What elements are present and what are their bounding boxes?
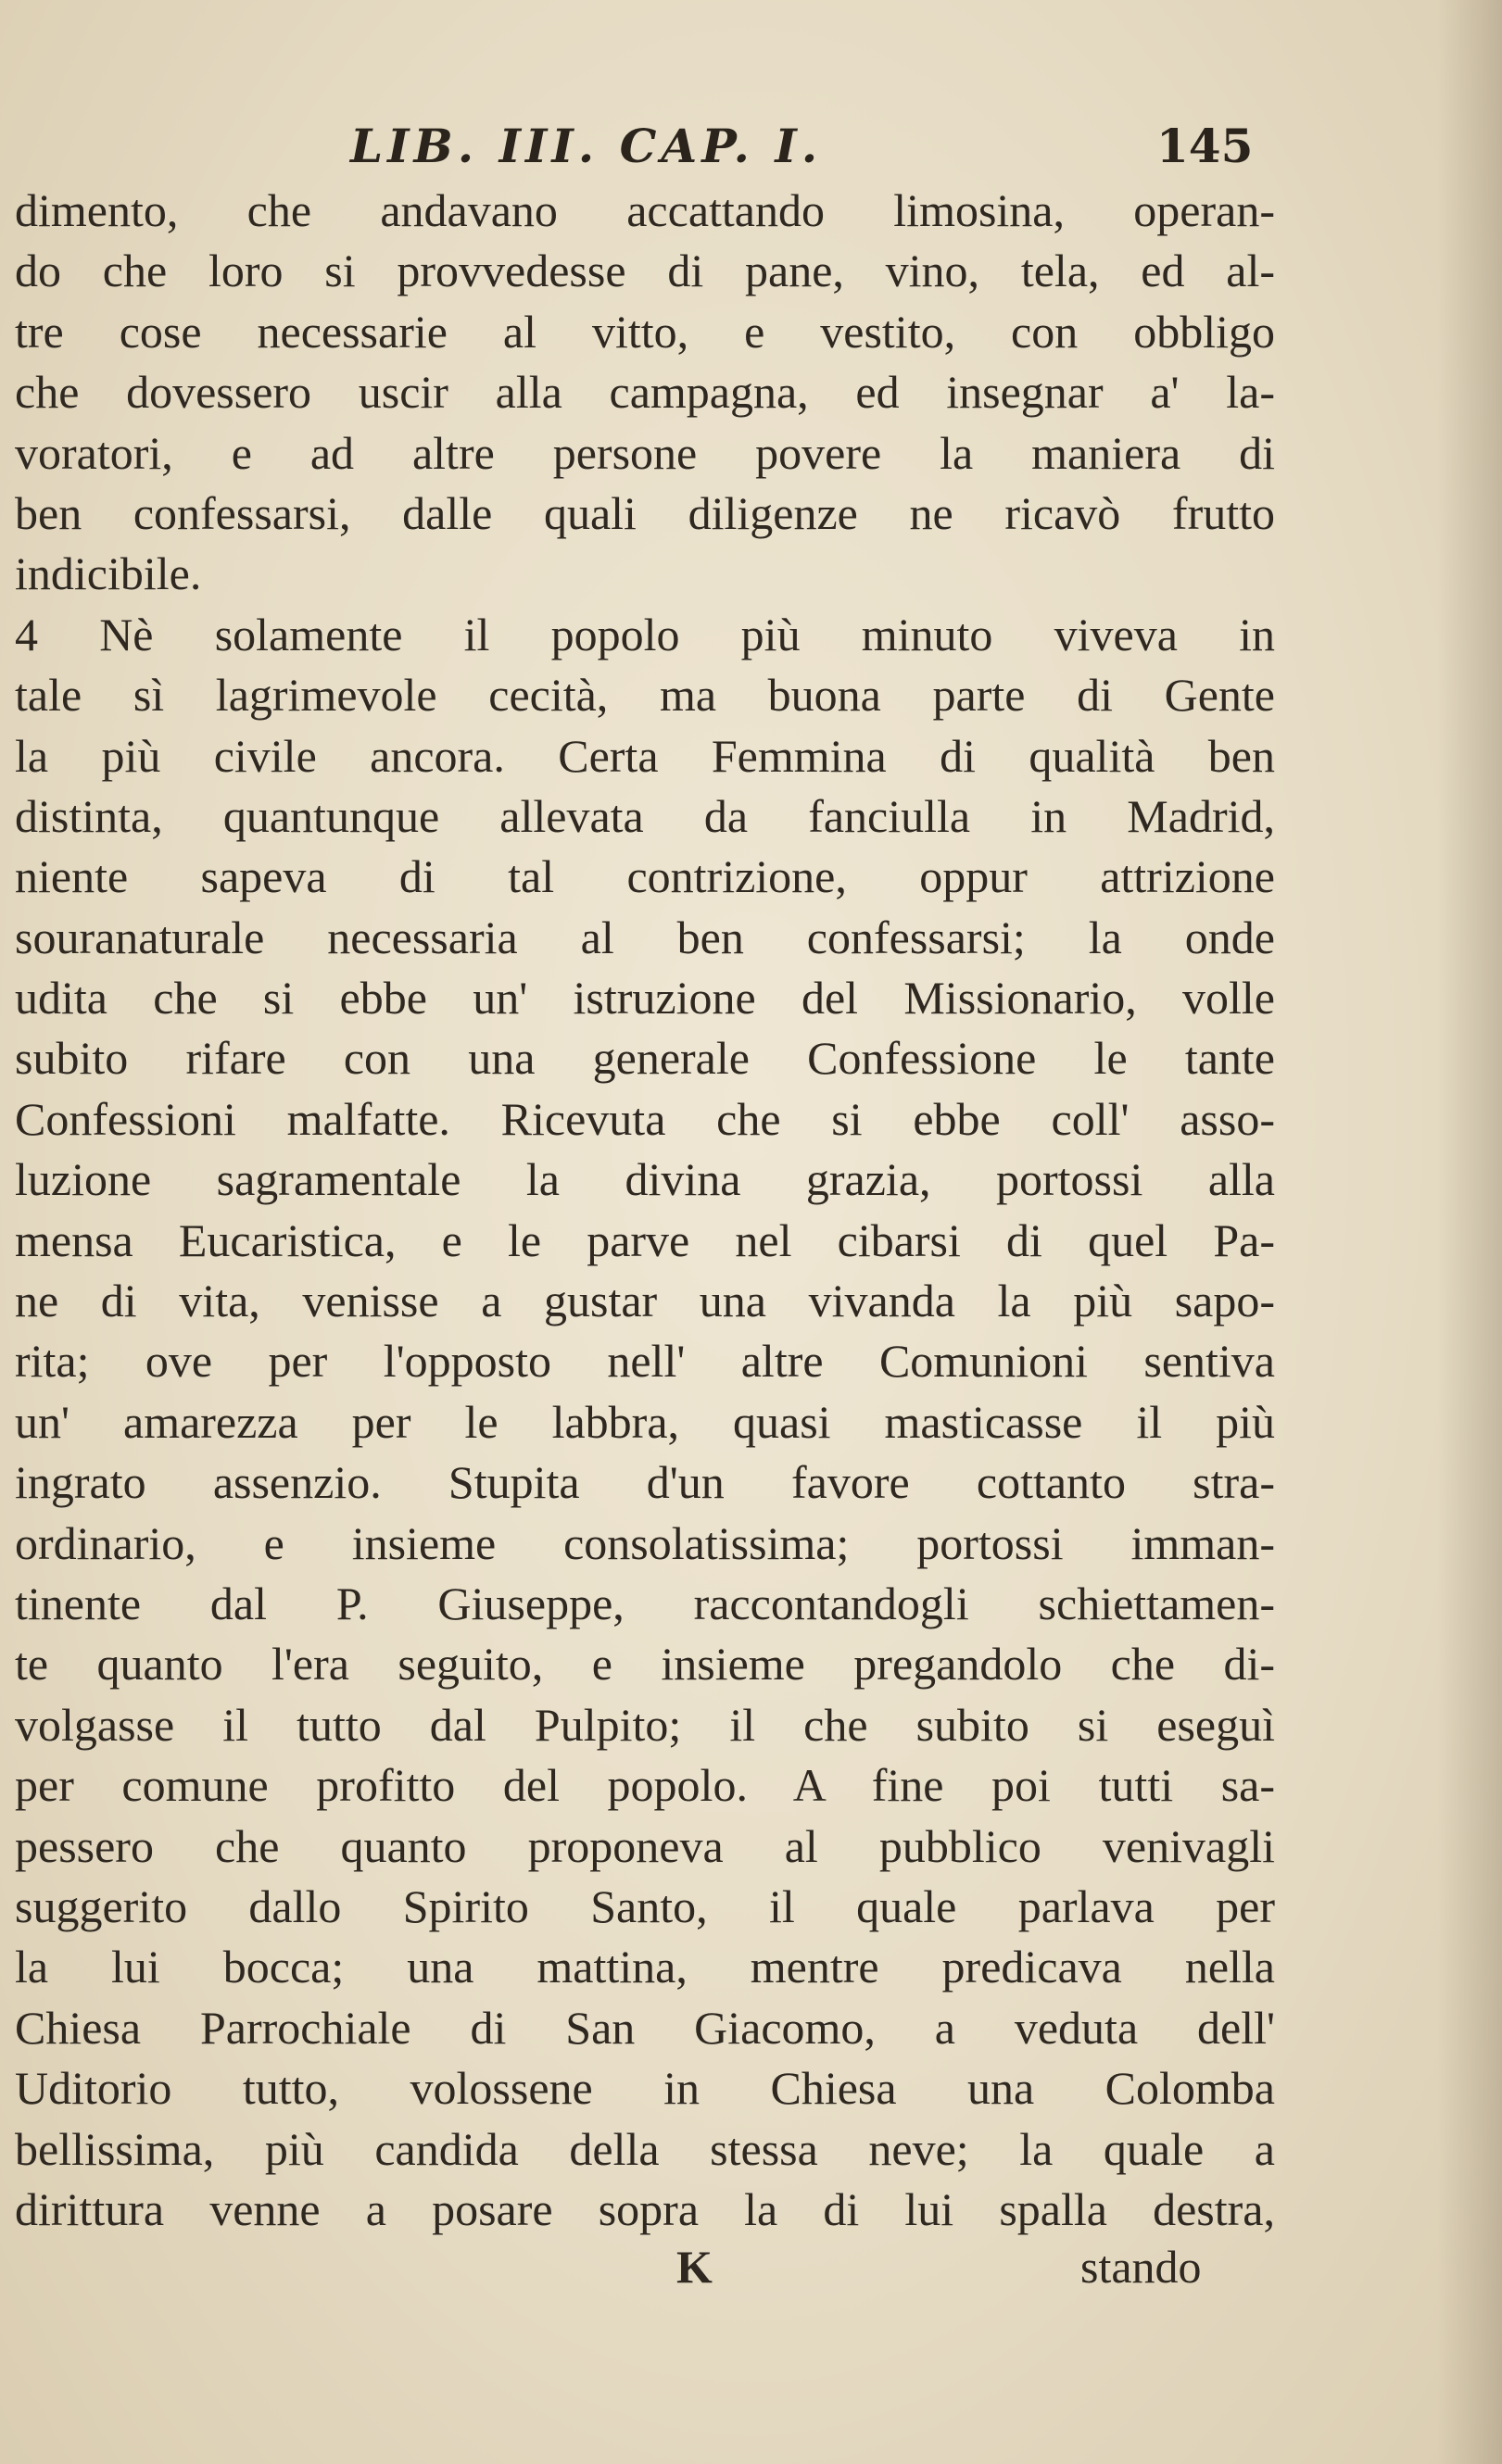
- text-line: suggerito dallo Spirito Santo, il quale parlava per: [15, 1879, 1275, 1932]
- text-line: udita che si ebbe un' istruzione del Missionario, volle: [15, 972, 1275, 1025]
- text-line: dirittura venne a posare sopra la di lui spalla destra,: [15, 2182, 1275, 2235]
- text-line: Uditorio tutto, volossene in Chiesa una Colomba: [15, 2062, 1275, 2115]
- text-line: rita; ove per l'opposto nell' altre Comunioni sentiva: [15, 1335, 1275, 1388]
- text-line: niente sapeva di tal contrizione, oppur attrizione: [15, 850, 1275, 903]
- text-line: pessero che quanto proponeva al pubblico venivagli: [15, 1819, 1275, 1872]
- text-line: indicibile.: [15, 547, 202, 600]
- text-line: la lui bocca; una mattina, mentre predicava nella: [15, 1941, 1275, 1993]
- text-line: la più civile ancora. Certa Femmina di qualità ben: [15, 729, 1275, 782]
- text-line: che dovessero uscir alla campagna, ed insegnar a' la-: [15, 366, 1275, 419]
- text-line: volgasse il tutto dal Pulpito; il che subito si eseguì: [15, 1698, 1275, 1751]
- text-line: ordinario, e insieme consolatissima; portossi imman-: [15, 1516, 1275, 1569]
- page-number: 145: [1156, 119, 1254, 173]
- text-line: voratori, e ad altre persone povere la maniera di: [15, 426, 1275, 479]
- text-line: ne di vita, venisse a gustar una vivanda la più sapo-: [15, 1275, 1275, 1327]
- text-line: 4 Nè solamente il popolo più minuto viveva in: [15, 608, 1275, 660]
- page-footer: [17, 2240, 1277, 2295]
- text-line: luzione sagramentale la divina grazia, portossi alla: [15, 1153, 1275, 1206]
- text-line: mensa Eucaristica, e le parve nel cibarsi di quel Pa-: [15, 1213, 1275, 1266]
- text-line: tinente dal P. Giuseppe, raccontandogli schiettamen-: [15, 1577, 1275, 1629]
- text-line: tale sì lagrimevole cecità, ma buona parte di Gente: [15, 669, 1275, 722]
- text-line: ben confessarsi, dalle quali diligenze ne ricavò frutto: [15, 486, 1275, 539]
- text-line: Confessioni malfatte. Ricevuta che si ebbe coll' asso-: [15, 1092, 1275, 1145]
- body-text: [15, 181, 1275, 2240]
- running-title: LIB. III. CAP. I.: [350, 119, 823, 173]
- text-line: dimento, che andavano accattando limosina, operan-: [15, 184, 1275, 236]
- text-line: ingrato assenzio. Stupita d'un favore cottanto stra-: [15, 1456, 1275, 1509]
- text-line: do che loro si provvedesse di pane, vino, tela, ed al-: [15, 245, 1275, 297]
- text-line: te quanto l'era seguito, e insieme pregandolo che di-: [15, 1638, 1275, 1691]
- text-line: Chiesa Parrochiale di San Giacomo, a veduta dell': [15, 2001, 1275, 2054]
- page-edge-shadow: [1437, 0, 1502, 2464]
- text-line: souranaturale necessaria al ben confessarsi; la onde: [15, 911, 1275, 963]
- text-line: subito rifare con una generale Confessione le tante: [15, 1032, 1275, 1085]
- signature-mark: K: [676, 2241, 713, 2293]
- page-header: [17, 119, 1277, 174]
- text-line: distinta, quantunque allevata da fanciulla in Madrid,: [15, 789, 1275, 842]
- catchword: stando: [1080, 2241, 1202, 2293]
- text-line: per comune profitto del popolo. A fine poi tutti sa-: [15, 1759, 1275, 1812]
- text-line: bellissima, più candida della stessa neve; la quale a: [15, 2122, 1275, 2175]
- text-line: un' amarezza per le labbra, quasi masticasse il più: [15, 1395, 1275, 1448]
- text-line: tre cose necessarie al vitto, e vestito, con obbligo: [15, 305, 1275, 358]
